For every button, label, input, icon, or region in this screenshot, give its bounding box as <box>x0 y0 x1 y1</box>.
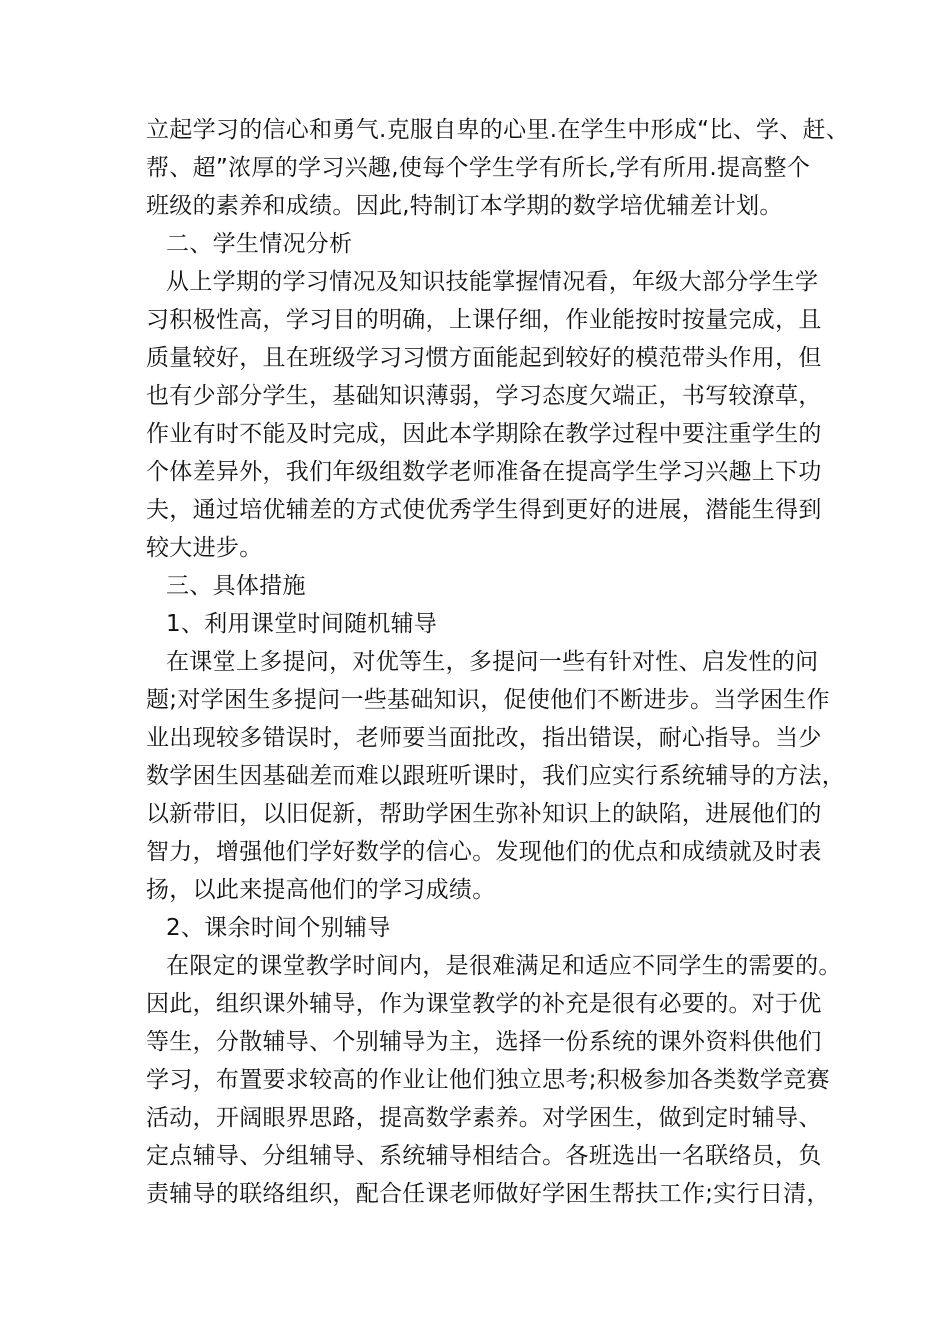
paragraph-line: 在限定的课堂教学时间内，是很难满足和适应不同学生的需要的。 <box>166 953 842 979</box>
subsection-heading: 2、课余时间个别辅导 <box>166 915 391 941</box>
paragraph-line: 以新带旧，以旧促新，帮助学困生弥补知识上的缺陷，进展他们的 <box>146 801 822 827</box>
paragraph-line: 班级的素养和成绩。因此,特制订本学期的数学培优辅差计划。 <box>146 193 783 219</box>
section-heading: 二、学生情况分析 <box>166 231 353 257</box>
paragraph-line: 智力，增强他们学好数学的信心。发现他们的优点和成绩就及时表 <box>146 839 822 865</box>
paragraph-line: 习积极性高，学习目的明确，上课仔细，作业能按时按量完成，且 <box>146 307 822 333</box>
paragraph-line: 个体差异外，我们年级组数学老师准备在提高学生学习兴趣上下功 <box>146 459 822 485</box>
paragraph-line: 较大进步。 <box>146 535 263 561</box>
paragraph-line: 责辅导的联络组织，配合任课老师做好学困生帮扶工作;实行日清， <box>146 1181 830 1207</box>
paragraph-line: 也有少部分学生，基础知识薄弱，学习态度欠端正，书写较潦草， <box>146 383 822 409</box>
paragraph-line: 学习，布置要求较高的作业让他们独立思考;积极参加各类数学竞赛 <box>146 1067 830 1093</box>
paragraph-line: 业出现较多错误时，老师要当面批改，指出错误，耐心指导。当少 <box>146 725 822 751</box>
paragraph-line: 活动，开阔眼界思路，提高数学素养。对学困生，做到定时辅导、 <box>146 1105 822 1131</box>
paragraph-line: 作业有时不能及时完成，因此本学期除在教学过程中要注重学生的 <box>146 421 822 447</box>
subsection-heading: 1、利用课堂时间随机辅导 <box>166 611 438 637</box>
section-heading: 三、具体措施 <box>166 573 306 599</box>
paragraph-line: 夫，通过培优辅差的方式使优秀学生得到更好的进展，潜能生得到 <box>146 497 822 523</box>
paragraph-line: 在课堂上多提问，对优等生，多提问一些有针对性、启发性的问 <box>166 649 819 675</box>
paragraph-line: 立起学习的信心和勇气.克服自卑的心里.在学生中形成“比、学、赶、 <box>146 117 850 143</box>
paragraph-line: 定点辅导、分组辅导、系统辅导相结合。各班选出一名联络员，负 <box>146 1143 822 1169</box>
paragraph-line: 帮、超”浓厚的学习兴趣,使每个学生学有所长,学有所用.提高整个 <box>146 155 811 181</box>
paragraph-line: 质量较好，且在班级学习习惯方面能起到较好的模范带头作用，但 <box>146 345 822 371</box>
paragraph-line: 题;对学困生多提问一些基础知识，促使他们不断进步。当学困生作 <box>146 687 830 713</box>
paragraph-line: 因此，组织课外辅导，作为课堂教学的补充是很有必要的。对于优 <box>146 991 822 1017</box>
paragraph-line: 等生，分散辅导、个别辅导为主，选择一份系统的课外资料供他们 <box>146 1029 822 1055</box>
paragraph-line: 从上学期的学习情况及知识技能掌握情况看，年级大部分学生学 <box>166 269 819 295</box>
paragraph-line: 扬，以此来提高他们的学习成绩。 <box>146 877 496 903</box>
paragraph-line: 数学困生因基础差而难以跟班听课时，我们应实行系统辅导的方法， <box>146 763 845 789</box>
